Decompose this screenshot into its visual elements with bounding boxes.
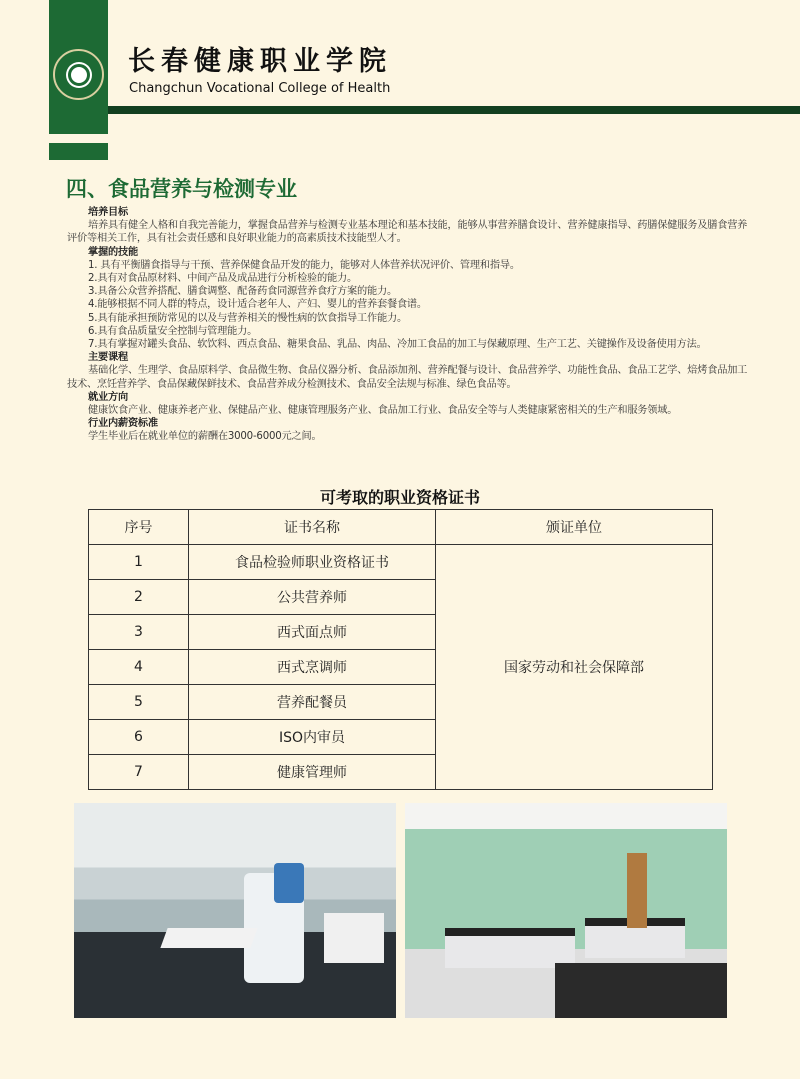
col-cert-name: 证书名称 — [189, 510, 436, 545]
certificates-title: 可考取的职业资格证书 — [319, 488, 480, 507]
row-index: 2 — [89, 580, 189, 615]
cert-name: 健康管理师 — [189, 755, 436, 790]
program-description — [67, 206, 757, 444]
cert-name: 公共营养师 — [189, 580, 436, 615]
courses-heading: 主要课程 — [88, 352, 128, 364]
row-index: 5 — [89, 685, 189, 720]
college-seal-logo — [53, 49, 104, 100]
col-index: 序号 — [89, 510, 189, 545]
header-band-accent — [49, 143, 108, 160]
jobs-heading: 就业方向 — [88, 391, 128, 403]
salary-heading: 行业内薪资标准 — [88, 418, 158, 430]
row-index: 4 — [89, 650, 189, 685]
courses-text: 基础化学、生理学、食品原料学、食品微生物、食品仪器分析、食品添加剂、营养配餐与设计、食品营养学、功能性食品、食品工艺学、焙烤食品加工技术、烹饪营养学、食品保藏保鲜技术、食品营养成分检测技术、食品安全法规与标准、绿色食品等。 — [67, 365, 748, 390]
col-issuer: 颁证单位 — [436, 510, 713, 545]
issuer: 国家劳动和社会保障部 — [436, 545, 713, 790]
cert-name: 西式面点师 — [189, 615, 436, 650]
certificates-table — [88, 509, 713, 790]
table-row — [89, 545, 713, 580]
section-title: 四、食品营养与检测专业 — [66, 177, 297, 201]
cert-name: 食品检验师职业资格证书 — [189, 545, 436, 580]
salary-text: 学生毕业后在就业单位的薪酬在3000-6000元之间。 — [88, 431, 322, 443]
cert-name: 西式烹调师 — [189, 650, 436, 685]
lab-microscope-photo — [74, 803, 396, 1018]
cert-name: ISO内审员 — [189, 720, 436, 755]
cert-name: 营养配餐员 — [189, 685, 436, 720]
college-name-cn: 长春健康职业学院 — [128, 46, 392, 77]
row-index: 1 — [89, 545, 189, 580]
goal-text: 培养具有健全人格和自我完善能力，掌握食品营养与检测专业基本理论和基本技能，能够从事营养膳食设计、营养健康指导、药膳保健服务及膳食营养评价等相关工作，具有社会责任感和良好职业能力的高素质技术技能型人才。 — [67, 220, 748, 245]
row-index: 7 — [89, 755, 189, 790]
goal-heading: 培养目标 — [88, 207, 128, 218]
skill-item: 5.具有能承担预防常见的以及与营养相关的慢性病的饮食指导工作能力。 — [88, 312, 407, 324]
row-index: 6 — [89, 720, 189, 755]
jobs-text: 健康饮食产业、健康养老产业、保健品产业、健康管理服务产业、食品加工行业、食品安全等与人类健康紧密相关的生产和服务领域。 — [88, 405, 678, 417]
college-name-en: Changchun Vocational College of Health — [129, 81, 391, 96]
skill-item: 1. 具有平衡膳食指导与干预、营养保健食品开发的能力，能够对人体营养状况评价、管理和指导。 — [88, 259, 520, 271]
lab-room-photo — [405, 803, 727, 1018]
skill-item: 2.具有对食品原材料、中间产品及成品进行分析检验的能力。 — [88, 273, 357, 285]
header-rule — [108, 106, 800, 114]
row-index: 3 — [89, 615, 189, 650]
table-header — [89, 510, 713, 545]
skill-item: 3.具备公众营养搭配、膳食调整、配备药食同源营养食疗方案的能力。 — [88, 286, 397, 298]
skill-item: 7.具有掌握对罐头食品、软饮料、西点食品、糖果食品、乳品、肉品、冷加工食品的加工与保藏原理、生产工艺、关键操作及设备使用方法。 — [88, 339, 707, 351]
skills-heading: 掌握的技能 — [88, 246, 138, 258]
skill-item: 4.能够根据不同人群的特点，设计适合老年人、产妇、婴儿的营养套餐食谱。 — [88, 299, 427, 311]
skill-item: 6.具有食品质量安全控制与管理能力。 — [88, 325, 258, 337]
